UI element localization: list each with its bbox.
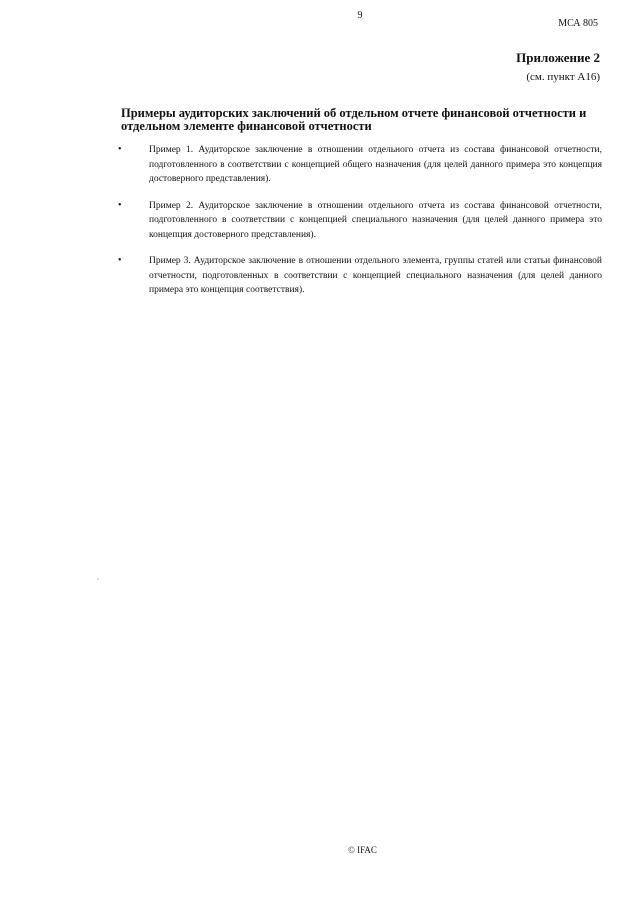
appendix-reference: (см. пункт А16) xyxy=(526,71,600,83)
copyright-notice: © IFAC xyxy=(348,845,377,855)
example-item-1 xyxy=(116,143,602,187)
example-text: Пример 1. Аудиторское заключение в отношении отдельного отчета из состава финансовой отчетности, подготовленного в соответствии с концепцией общего назначения (для целей данного примера это концепция достоверного представления). xyxy=(149,145,602,184)
bullet-icon: • xyxy=(118,144,122,155)
section-heading: Примеры аудиторских заключений об отдельном отчете финансовой отчетности и отдельном элементе финансовой отчетности xyxy=(121,106,587,133)
document-code: МСА 805 xyxy=(558,18,598,29)
example-text: Пример 2. Аудиторское заключение в отношении отдельного отчета из состава финансовой отчетности, подготовленного в соответствии с концепцией специального назначения (для целей данного примера это концепция достоверного представления). xyxy=(149,200,602,240)
example-text: Пример 3. Аудиторское заключение в отношении отдельного элемента, группы статей или статьи финансовой отчетности, подготовленных в соответствии с концепцией специального назначения (для целей данного примера это концепция соответствия). xyxy=(149,256,602,295)
page-number: 9 xyxy=(357,10,363,21)
example-item-3 xyxy=(116,254,602,298)
bullet-icon: • xyxy=(118,199,122,211)
example-item-2 xyxy=(116,199,602,243)
appendix-title: Приложение 2 xyxy=(516,50,600,65)
scan-speck xyxy=(97,578,99,580)
examples-list xyxy=(116,143,602,310)
bullet-icon: • xyxy=(118,255,122,266)
